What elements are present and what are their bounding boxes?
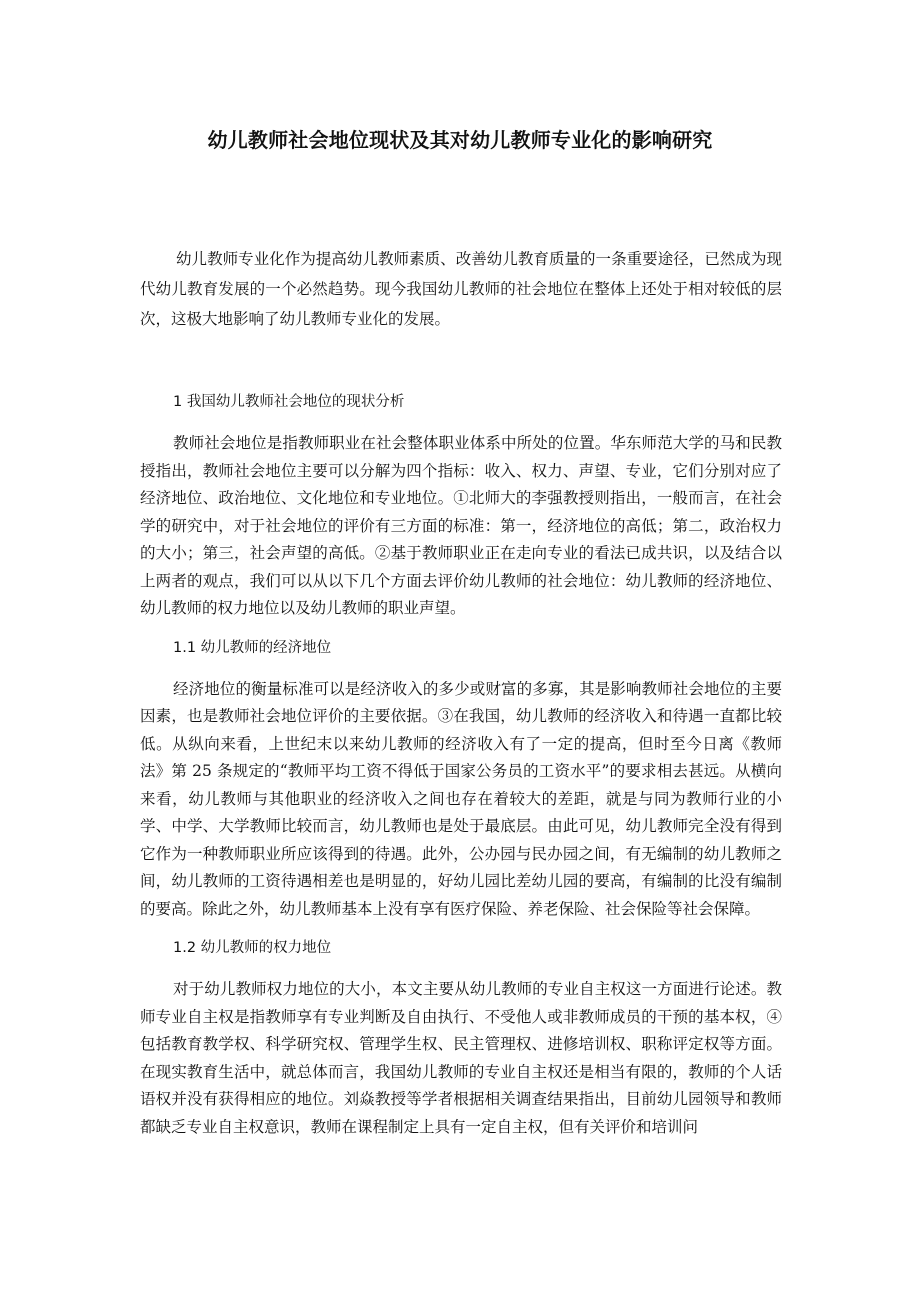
section-1-heading: 1 我国幼儿教师社会地位的现状分析: [173, 394, 405, 410]
document-title: 幼儿教师社会地位现状及其对幼儿教师专业化的影响研究: [207, 128, 713, 152]
section-1-1-heading: 1.1 幼儿教师的经济地位: [173, 639, 332, 656]
intro-paragraph: 幼儿教师专业化作为提高幼儿教师素质、改善幼儿教育质量的一条重要途径，已然成为现代幼儿教育发展的一个必然趋势。现今我国幼儿教师的社会地位在整体上还处于相对较低的层次，这极大地影响了幼儿教师专业化的发展。: [140, 250, 782, 328]
section-1-paragraph: 教师社会地位是指教师职业在社会整体职业体系中所处的位置。华东师范大学的马和民教授指出，教师社会地位主要可以分解为四个指标：收入、权力、声望、专业，它们分别对应了经济地位、政治地位、文化地位和专业地位。①北师大的李强教授则指出，一般而言，在社会学的研究中，对于社会地位的评价有三方面的标准：第一，经济地位的高低；第二，政治权力的大小；第三，社会声望的高低。②基于教师职业正在走向专业的看法已成共识，以及结合以上两者的观点，我们可以从以下几个方面去评价幼儿教师的社会地位：幼儿教师的经济地位、幼儿教师的权力地位以及幼儿教师的职业声望。: [140, 434, 782, 617]
section-1-1-paragraph: 经济地位的衡量标准可以是经济收入的多少或财富的多寡，其是影响教师社会地位的主要因素，也是教师社会地位评价的主要依据。③在我国，幼儿教师的经济收入和待遇一直都比较低。从纵向来看，上世纪末以来幼儿教师的经济收入有了一定的提高，但时至今日离《教师法》第 25 条规定的“教师平均工资不得低于国家公务员的工资水平”的要求相去甚远。从横向来看，幼儿教师与其他职业的经济收入之间也存在着较大的差距，就是与同为教师行业的小学、中学、大学教师比较而言，幼儿教师也是处于最底层。由此可见，幼儿教师完全没有得到它作为一种教师职业所应该得到的待遇。此外，公办园与民办园之间，有无编制的幼儿教师之间，幼儿教师的工资待遇相差也是明显的，好幼儿园比差幼儿园的要高，有编制的比没有编制的要高。除此之外，幼儿教师基本上没有享有医疗保险、养老保险、社会保险等社会保障。: [140, 679, 782, 918]
section-1-2-paragraph: 对于幼儿教师权力地位的大小，本文主要从幼儿教师的专业自主权这一方面进行论述。教师专业自主权是指教师享有专业判断及自由执行、不受他人或非教师成员的干预的基本权，④包括教育教学权、科学研究权、管理学生权、民主管理权、进修培训权、职称评定权等方面。在现实教育生活中，就总体而言，我国幼儿教师的专业自主权还是相当有限的，教师的个人话语权并没有获得相应的地位。刘焱教授等学者根据相关调查结果指出，目前幼儿园领导和教师都缺乏专业自主权意识，教师在课程制定上具有一定自主权，但有关评价和培训问: [140, 980, 782, 1136]
section-1-2-heading: 1.2 幼儿教师的权力地位: [173, 940, 332, 956]
document-body: [140, 388, 782, 1152]
